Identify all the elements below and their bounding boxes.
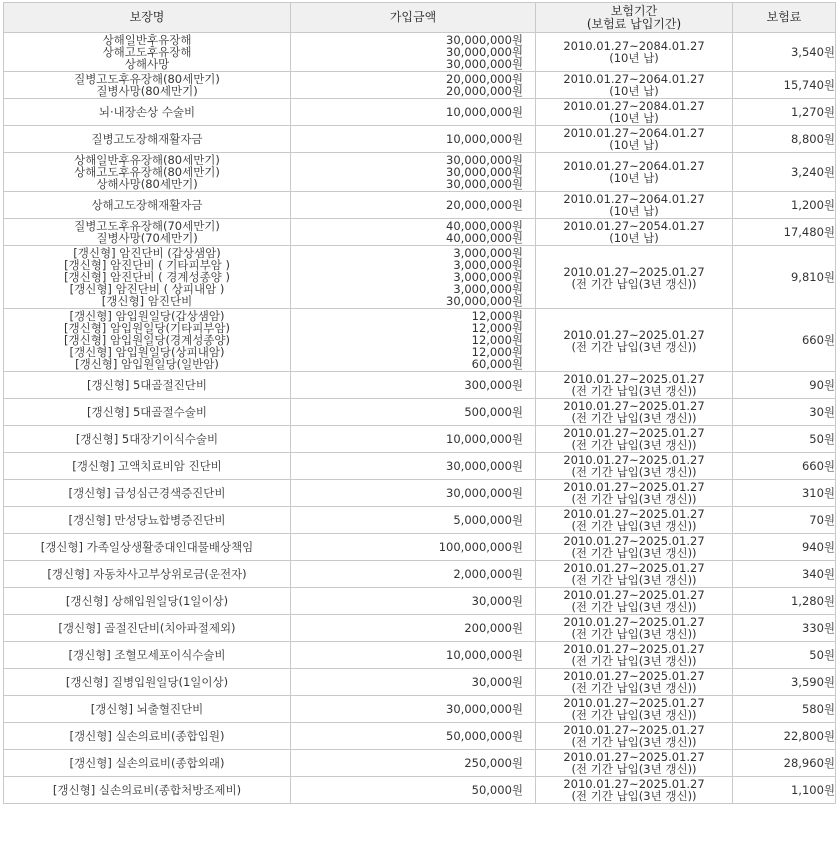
coverage-amount — [291, 723, 536, 750]
premium-value: 340원 — [733, 561, 836, 588]
coverage-name-line: 질병고도후유장해(80세만기) — [74, 72, 220, 86]
coverage-name-line: 질병사망(80세만기) — [96, 84, 198, 98]
table-row — [4, 72, 836, 99]
premium-value: 1,100원 — [733, 777, 836, 804]
coverage-name-line: [갱신형] 자동차사고부상위로금(운전자) — [47, 567, 247, 581]
coverage-period-line: 2010.01.27~2025.01.27 — [563, 480, 705, 494]
coverage-name — [4, 192, 291, 219]
header-amount: 가입금액 — [291, 3, 536, 33]
premium-value: 8,800원 — [733, 126, 836, 153]
coverage-amount-line: 30,000,000원 — [446, 459, 523, 473]
coverage-amount — [291, 642, 536, 669]
coverage-amount — [291, 507, 536, 534]
coverage-name-line: [갱신형] 실손의료비(종합외래) — [69, 756, 225, 770]
coverage-amount — [291, 99, 536, 126]
coverage-period-line: 2010.01.27~2025.01.27 — [563, 534, 705, 548]
coverage-period — [536, 453, 733, 480]
coverage-period-line: 2010.01.27~2025.01.27 — [563, 453, 705, 467]
coverage-amount-line: 30,000,000원 — [446, 165, 523, 179]
premium-value: 3,240원 — [733, 153, 836, 192]
premium-value: 50원 — [733, 426, 836, 453]
coverage-name-line: [갱신형] 암입원일당(갑상샘암) — [69, 309, 225, 323]
coverage-period-line: 2010.01.27~2025.01.27 — [563, 642, 705, 656]
coverage-amount-line: 60,000원 — [471, 357, 523, 371]
table-row — [4, 192, 836, 219]
coverage-amount-line: 100,000,000원 — [438, 540, 523, 554]
coverage-period-line: (전 기간 납입(3년 갱신)) — [571, 438, 697, 452]
coverage-amount-line: 30,000,000원 — [446, 45, 523, 59]
coverage-period-line: (전 기간 납입(3년 갱신)) — [571, 277, 697, 291]
coverage-amount-line: 30,000,000원 — [446, 486, 523, 500]
coverage-period — [536, 642, 733, 669]
coverage-amount-line: 20,000,000원 — [446, 198, 523, 212]
coverage-amount — [291, 219, 536, 246]
coverage-amount — [291, 561, 536, 588]
coverage-amount — [291, 750, 536, 777]
coverage-period — [536, 615, 733, 642]
coverage-name-line: [갱신형] 급성심근경색증진단비 — [68, 486, 226, 500]
coverage-period — [536, 372, 733, 399]
coverage-name-line: [갱신형] 암입원일당(기타피부암) — [63, 321, 231, 335]
coverage-amount — [291, 615, 536, 642]
coverage-amount-line: 3,000,000원 — [453, 270, 523, 284]
coverage-period-line: (10년 납) — [609, 171, 659, 185]
table-row — [4, 33, 836, 72]
coverage-period-line: 2010.01.27~2025.01.27 — [563, 723, 705, 737]
coverage-name — [4, 72, 291, 99]
coverage-amount — [291, 126, 536, 153]
coverage-amount-line: 300,000원 — [464, 378, 523, 392]
premium-value: 30원 — [733, 399, 836, 426]
coverage-amount-line: 3,000,000원 — [453, 246, 523, 260]
coverage-name-line: [갱신형] 만성당뇨합병증진단비 — [68, 513, 226, 527]
coverage-name-line: 상해사망(80세만기) — [96, 177, 198, 191]
coverage-period-line: (전 기간 납입(3년 갱신)) — [571, 681, 697, 695]
table-row — [4, 399, 836, 426]
premium-value: 1,270원 — [733, 99, 836, 126]
coverage-amount-line: 30,000원 — [471, 594, 523, 608]
coverage-name-line: 질병고도후유장해(70세만기) — [74, 219, 220, 233]
premium-value: 9,810원 — [733, 246, 836, 309]
coverage-name-line: [갱신형] 상해입원일당(1일이상) — [65, 594, 229, 608]
coverage-amount-line: 10,000,000원 — [446, 648, 523, 662]
coverage-amount-line: 3,000,000원 — [453, 258, 523, 272]
coverage-amount-line: 500,000원 — [464, 405, 523, 419]
table-row — [4, 453, 836, 480]
coverage-name-line: [갱신형] 실손의료비(종합처방조제비) — [52, 783, 242, 797]
coverage-amount-line: 12,000원 — [471, 345, 523, 359]
coverage-amount-line: 40,000,000원 — [446, 219, 523, 233]
coverage-name — [4, 309, 291, 372]
table-row — [4, 507, 836, 534]
table-row — [4, 426, 836, 453]
coverage-amount-line: 40,000,000원 — [446, 231, 523, 245]
coverage-name-line: [갱신형] 암진단비 ( 상피내암 ) — [69, 282, 225, 296]
coverage-period-line: (전 기간 납입(3년 갱신)) — [571, 465, 697, 479]
coverage-period-line: 2010.01.27~2025.01.27 — [563, 507, 705, 521]
coverage-name — [4, 246, 291, 309]
coverage-period — [536, 33, 733, 72]
coverage-period — [536, 777, 733, 804]
coverage-amount — [291, 777, 536, 804]
coverage-amount-line: 30,000,000원 — [446, 702, 523, 716]
coverage-period-line: (10년 납) — [609, 231, 659, 245]
coverage-amount — [291, 669, 536, 696]
coverage-period — [536, 126, 733, 153]
coverage-amount — [291, 153, 536, 192]
coverage-period-line: 2010.01.27~2025.01.27 — [563, 588, 705, 602]
premium-value: 17,480원 — [733, 219, 836, 246]
coverage-period-line: (전 기간 납입(3년 갱신)) — [571, 546, 697, 560]
coverage-period-line: (10년 납) — [609, 138, 659, 152]
coverage-period-line: 2010.01.27~2025.01.27 — [563, 669, 705, 683]
coverage-period-line: 2010.01.27~2025.01.27 — [563, 328, 705, 342]
premium-value: 1,200원 — [733, 192, 836, 219]
coverage-amount-line: 2,000,000원 — [453, 567, 523, 581]
coverage-name — [4, 126, 291, 153]
coverage-name — [4, 777, 291, 804]
coverage-amount-line: 30,000,000원 — [446, 153, 523, 167]
coverage-name-line: [갱신형] 실손의료비(종합입원) — [69, 729, 225, 743]
coverage-period — [536, 696, 733, 723]
table-row — [4, 126, 836, 153]
coverage-period-line: 2010.01.27~2025.01.27 — [563, 372, 705, 386]
coverage-amount-line: 12,000원 — [471, 309, 523, 323]
coverage-name — [4, 480, 291, 507]
coverage-name — [4, 669, 291, 696]
coverage-period-line: (전 기간 납입(3년 갱신)) — [571, 654, 697, 668]
header-period — [536, 3, 733, 33]
coverage-period-line: 2010.01.27~2025.01.27 — [563, 265, 705, 279]
coverage-period — [536, 534, 733, 561]
coverage-period — [536, 219, 733, 246]
coverage-period — [536, 507, 733, 534]
coverage-name-line: 질병사망(70세만기) — [96, 231, 198, 245]
premium-value: 660원 — [733, 453, 836, 480]
coverage-period — [536, 669, 733, 696]
coverage-name — [4, 399, 291, 426]
coverage-name — [4, 219, 291, 246]
coverage-name-line: [갱신형] 고액치료비암 진단비 — [72, 459, 222, 473]
coverage-amount — [291, 372, 536, 399]
coverage-period-line: (10년 납) — [609, 204, 659, 218]
table-row — [4, 99, 836, 126]
coverage-name-line: [갱신형] 암진단비 — [101, 294, 193, 308]
coverage-name — [4, 534, 291, 561]
coverage-amount-line: 3,000,000원 — [453, 282, 523, 296]
coverage-period — [536, 99, 733, 126]
coverage-name-line: 상해고도후유장해 — [102, 45, 192, 59]
coverage-period-line: (전 기간 납입(3년 갱신)) — [571, 519, 697, 533]
header-period-line2: (보험료 납입기간) — [586, 16, 682, 31]
coverage-period-line: (전 기간 납입(3년 갱신)) — [571, 384, 697, 398]
coverage-name-line: 상해일반후유장해 — [102, 33, 192, 47]
coverage-name — [4, 642, 291, 669]
table-row — [4, 588, 836, 615]
coverage-amount-line: 30,000,000원 — [446, 57, 523, 71]
coverage-period — [536, 561, 733, 588]
coverage-period-line: (10년 납) — [609, 51, 659, 65]
table-row — [4, 480, 836, 507]
coverage-amount-line: 30,000,000원 — [446, 177, 523, 191]
coverage-amount — [291, 33, 536, 72]
coverage-name-line: [갱신형] 5대장기이식수술비 — [75, 432, 219, 446]
table-row — [4, 696, 836, 723]
coverage-period — [536, 153, 733, 192]
coverage-period-line: (전 기간 납입(3년 갱신)) — [571, 573, 697, 587]
premium-value: 580원 — [733, 696, 836, 723]
coverage-name-line: 상해사망 — [124, 57, 170, 71]
premium-value: 3,590원 — [733, 669, 836, 696]
premium-value: 1,280원 — [733, 588, 836, 615]
header-coverage: 보장명 — [4, 3, 291, 33]
coverage-period-line: 2010.01.27~2025.01.27 — [563, 399, 705, 413]
coverage-name-line: [갱신형] 암입원일당(상피내암) — [69, 345, 225, 359]
coverage-amount — [291, 534, 536, 561]
coverage-period — [536, 192, 733, 219]
coverage-name — [4, 507, 291, 534]
coverage-name-line: [갱신형] 암진단비 (갑상샘암) — [73, 246, 221, 260]
coverage-amount — [291, 192, 536, 219]
coverage-amount — [291, 72, 536, 99]
table-row — [4, 246, 836, 309]
coverage-period-line: 2010.01.27~2025.01.27 — [563, 777, 705, 791]
coverage-name-line: [갱신형] 골절진단비(치아파절제외) — [58, 621, 236, 635]
table-row — [4, 615, 836, 642]
coverage-name-line: [갱신형] 뇌출혈진단비 — [90, 702, 204, 716]
premium-value: 50원 — [733, 642, 836, 669]
coverage-amount-line: 30,000원 — [471, 675, 523, 689]
coverage-period-line: 2010.01.27~2064.01.27 — [563, 72, 705, 86]
coverage-amount-line: 20,000,000원 — [446, 84, 523, 98]
coverage-period — [536, 72, 733, 99]
coverage-period-line: (10년 납) — [609, 111, 659, 125]
coverage-name — [4, 99, 291, 126]
coverage-period-line: (전 기간 납입(3년 갱신)) — [571, 762, 697, 776]
coverage-name-line: 질병고도장해재활자금 — [91, 132, 203, 146]
coverage-name — [4, 153, 291, 192]
coverage-period-line: 2010.01.27~2025.01.27 — [563, 426, 705, 440]
coverage-period-line: (전 기간 납입(3년 갱신)) — [571, 708, 697, 722]
coverage-amount-line: 250,000원 — [464, 756, 523, 770]
header-period-line1: 보험기간 — [610, 3, 658, 18]
coverage-amount-line: 200,000원 — [464, 621, 523, 635]
table-row — [4, 750, 836, 777]
coverage-name-line: [갱신형] 암진단비 ( 경계성종양 ) — [64, 270, 230, 284]
coverage-period-line: (10년 납) — [609, 84, 659, 98]
coverage-period-line: (전 기간 납입(3년 갱신)) — [571, 492, 697, 506]
premium-value: 15,740원 — [733, 72, 836, 99]
premium-value: 22,800원 — [733, 723, 836, 750]
coverage-period-line: (전 기간 납입(3년 갱신)) — [571, 627, 697, 641]
coverage-name-line: [갱신형] 암입원일당(경계성종양) — [63, 333, 231, 347]
coverage-period-line: 2010.01.27~2064.01.27 — [563, 159, 705, 173]
coverage-name — [4, 615, 291, 642]
premium-value: 940원 — [733, 534, 836, 561]
coverage-amount-line: 30,000,000원 — [446, 294, 523, 308]
coverage-period-line: 2010.01.27~2025.01.27 — [563, 750, 705, 764]
table-row — [4, 561, 836, 588]
coverage-period-line: 2010.01.27~2084.01.27 — [563, 99, 705, 113]
coverage-name-line: [갱신형] 가족일상생활중대인대물배상책임 — [40, 540, 254, 554]
premium-value: 70원 — [733, 507, 836, 534]
insurance-coverage-table — [3, 2, 836, 804]
coverage-amount-line: 30,000,000원 — [446, 33, 523, 47]
premium-value: 28,960원 — [733, 750, 836, 777]
coverage-amount-line: 50,000,000원 — [446, 729, 523, 743]
coverage-amount — [291, 453, 536, 480]
coverage-period-line: (전 기간 납입(3년 갱신)) — [571, 600, 697, 614]
table-row — [4, 534, 836, 561]
coverage-amount — [291, 480, 536, 507]
coverage-amount-line: 12,000원 — [471, 321, 523, 335]
coverage-amount-line: 10,000,000원 — [446, 432, 523, 446]
coverage-amount-line: 50,000원 — [471, 783, 523, 797]
header-premium: 보험료 — [733, 3, 836, 33]
coverage-name — [4, 696, 291, 723]
coverage-period-line: 2010.01.27~2025.01.27 — [563, 615, 705, 629]
table-row — [4, 372, 836, 399]
table-row — [4, 219, 836, 246]
coverage-period — [536, 480, 733, 507]
table-body — [4, 33, 836, 804]
coverage-name-line: 뇌·내장손상 수술비 — [98, 105, 196, 119]
coverage-name — [4, 750, 291, 777]
coverage-name-line: [갱신형] 질병입원일당(1일이상) — [65, 675, 229, 689]
coverage-amount-line: 10,000,000원 — [446, 105, 523, 119]
coverage-period-line: 2010.01.27~2054.01.27 — [563, 219, 705, 233]
coverage-period — [536, 588, 733, 615]
premium-value: 660원 — [733, 309, 836, 372]
coverage-period-line: 2010.01.27~2064.01.27 — [563, 126, 705, 140]
coverage-name — [4, 561, 291, 588]
coverage-name-line: 상해고도장해재활자금 — [91, 198, 203, 212]
coverage-name — [4, 453, 291, 480]
premium-value: 3,540원 — [733, 33, 836, 72]
coverage-period — [536, 246, 733, 309]
coverage-name-line: [갱신형] 5대골절수술비 — [87, 405, 207, 419]
coverage-period-line: (전 기간 납입(3년 갱신)) — [571, 411, 697, 425]
coverage-period-line: 2010.01.27~2064.01.27 — [563, 192, 705, 206]
coverage-name-line: [갱신형] 암입원일당(일반암) — [75, 357, 219, 371]
table-row — [4, 309, 836, 372]
coverage-amount — [291, 696, 536, 723]
coverage-period — [536, 750, 733, 777]
premium-value: 310원 — [733, 480, 836, 507]
premium-value: 90원 — [733, 372, 836, 399]
table-row — [4, 642, 836, 669]
coverage-name — [4, 723, 291, 750]
coverage-amount-line: 12,000원 — [471, 333, 523, 347]
table-row — [4, 669, 836, 696]
coverage-amount — [291, 309, 536, 372]
coverage-period-line: 2010.01.27~2025.01.27 — [563, 696, 705, 710]
coverage-period-line: (전 기간 납입(3년 갱신)) — [571, 789, 697, 803]
coverage-name-line: 상해고도후유장해(80세만기) — [74, 165, 220, 179]
coverage-name — [4, 33, 291, 72]
premium-value: 330원 — [733, 615, 836, 642]
coverage-period-line: 2010.01.27~2084.01.27 — [563, 39, 705, 53]
coverage-amount-line: 20,000,000원 — [446, 72, 523, 86]
coverage-name — [4, 426, 291, 453]
coverage-amount — [291, 588, 536, 615]
coverage-period-line: 2010.01.27~2025.01.27 — [563, 561, 705, 575]
table-row — [4, 777, 836, 804]
coverage-amount — [291, 399, 536, 426]
coverage-name-line: 상해일반후유장해(80세만기) — [74, 153, 220, 167]
coverage-period — [536, 399, 733, 426]
coverage-name — [4, 588, 291, 615]
coverage-amount — [291, 426, 536, 453]
table-row — [4, 723, 836, 750]
coverage-name-line: [갱신형] 5대골절진단비 — [87, 378, 207, 392]
coverage-amount — [291, 246, 536, 309]
coverage-name-line: [갱신형] 조혈모세포이식수술비 — [68, 648, 226, 662]
coverage-period-line: (전 기간 납입(3년 갱신)) — [571, 340, 697, 354]
coverage-period — [536, 426, 733, 453]
coverage-name — [4, 372, 291, 399]
coverage-amount-line: 5,000,000원 — [453, 513, 523, 527]
coverage-period — [536, 723, 733, 750]
table-header-row — [4, 3, 836, 33]
table-row — [4, 153, 836, 192]
coverage-period-line: (전 기간 납입(3년 갱신)) — [571, 735, 697, 749]
coverage-name-line: [갱신형] 암진단비 ( 기타피부암 ) — [64, 258, 230, 272]
coverage-period — [536, 309, 733, 372]
coverage-amount-line: 10,000,000원 — [446, 132, 523, 146]
